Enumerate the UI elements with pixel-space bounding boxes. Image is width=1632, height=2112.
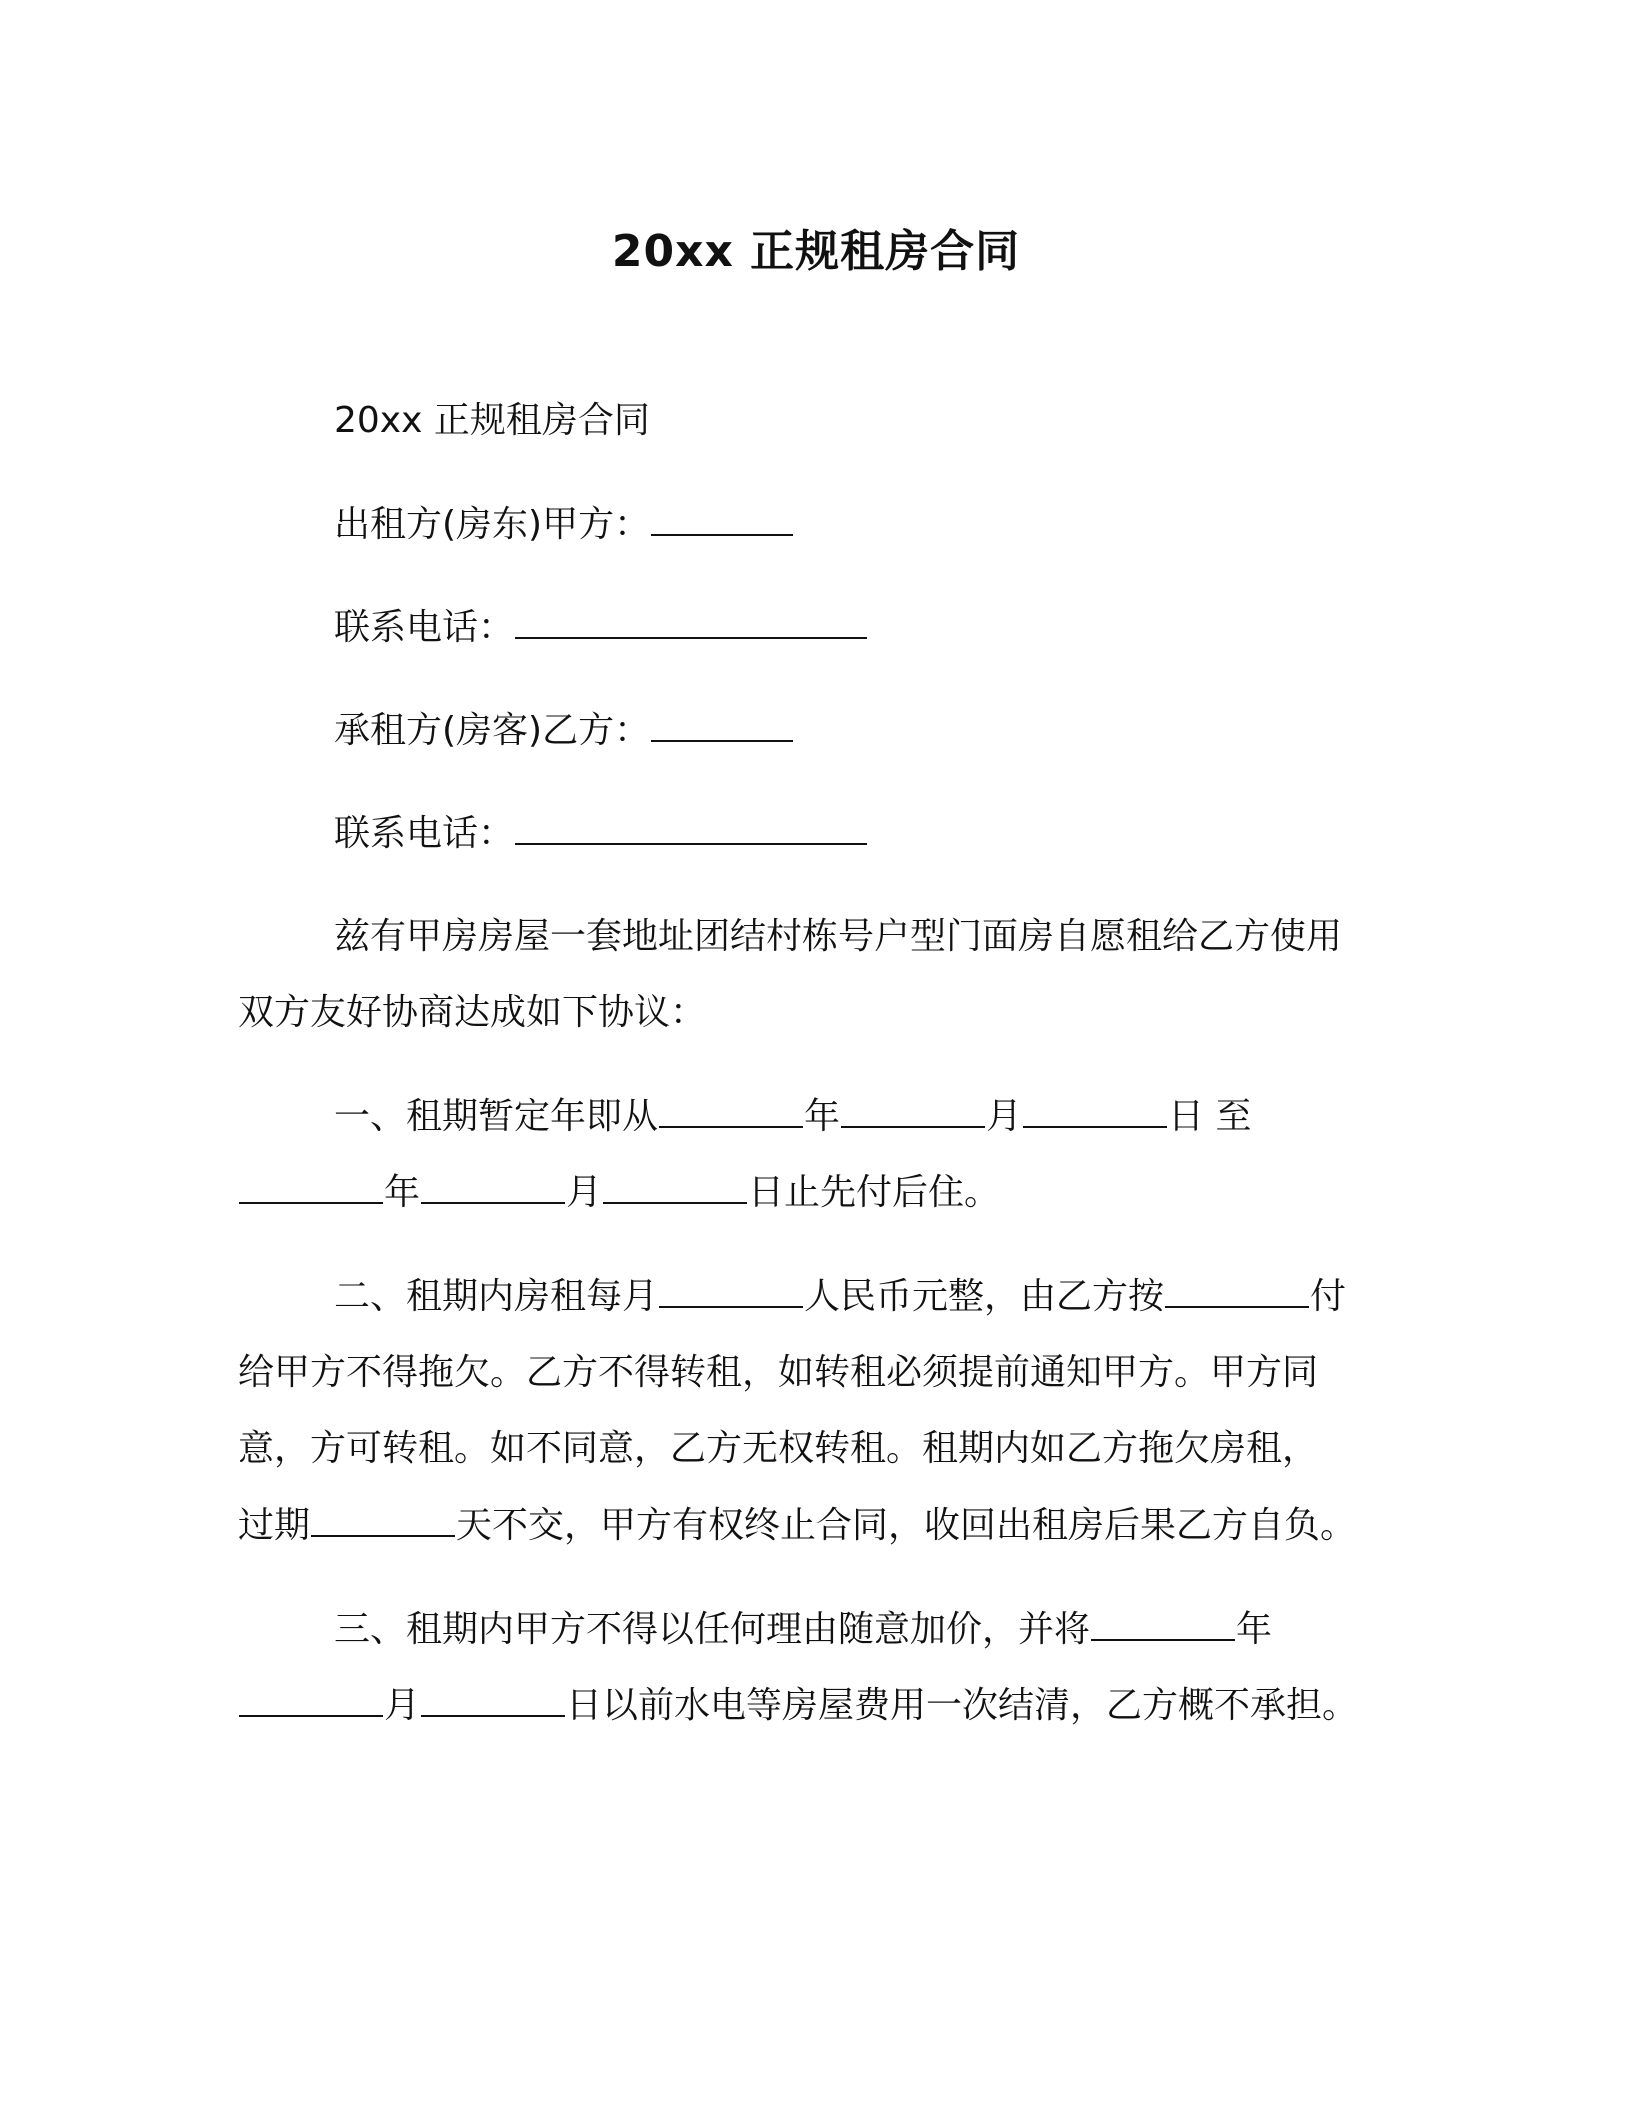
clause-2-line-2: 给甲方不得拖欠。乙方不得转租，如转租必须提前通知甲方。甲方同 xyxy=(238,1352,1319,1393)
tenant-line xyxy=(334,706,794,756)
landlord-phone-line xyxy=(334,603,868,653)
landlord-line xyxy=(334,500,794,550)
clause-2-text-d: 过期 xyxy=(238,1505,311,1546)
clause-2-text-a: 二、租期内房租每月 xyxy=(334,1276,659,1317)
clause-2-blank xyxy=(311,1505,455,1537)
landlord-name-blank xyxy=(651,504,793,536)
landlord-phone-label: 联系电话： xyxy=(334,607,515,648)
clause-2-line-4 xyxy=(238,1501,1356,1551)
clause-1-blank xyxy=(239,1172,383,1204)
clause-2-line-1 xyxy=(334,1272,1346,1322)
document-subtitle: 20xx 正规租房合同 xyxy=(334,400,650,441)
clause-3-blank xyxy=(421,1685,565,1717)
clause-1-year-2: 年 xyxy=(384,1172,421,1213)
clause-2-blank xyxy=(1165,1276,1309,1308)
tenant-name-blank xyxy=(651,710,793,742)
clause-3-line-2 xyxy=(238,1681,1358,1731)
intro-line-1: 兹有甲房房屋一套地址团结村栋号户型门面房自愿租给乙方使用 xyxy=(334,916,1343,957)
tenant-phone-label: 联系电话： xyxy=(334,813,515,854)
clause-1-day-to: 日 至 xyxy=(1168,1096,1252,1137)
clause-3-month: 月 xyxy=(384,1685,421,1726)
clause-3-end: 日以前水电等房屋费用一次结清，乙方概不承担。 xyxy=(566,1685,1359,1726)
clause-1-year: 年 xyxy=(804,1096,841,1137)
clause-1-blank xyxy=(421,1172,565,1204)
clause-1-month: 月 xyxy=(986,1096,1023,1137)
clause-1-month-2: 月 xyxy=(566,1172,603,1213)
clause-2-text-e: 天不交，甲方有权终止合同，收回出租房后果乙方自负。 xyxy=(456,1505,1357,1546)
clause-1-blank xyxy=(659,1096,803,1128)
clause-1-blank xyxy=(1023,1096,1167,1128)
clause-2-blank xyxy=(659,1276,803,1308)
clause-1-end: 日止先付后住。 xyxy=(748,1172,1001,1213)
clause-3-text-a: 三、租期内甲方不得以任何理由随意加价，并将 xyxy=(334,1609,1091,1650)
clause-1-line-2 xyxy=(238,1168,1000,1218)
clause-2-text-c: 付 xyxy=(1310,1276,1347,1317)
clause-1-blank xyxy=(841,1096,985,1128)
clause-1-blank xyxy=(603,1172,747,1204)
clause-3-year: 年 xyxy=(1236,1609,1273,1650)
clause-3-blank xyxy=(1091,1609,1235,1641)
tenant-label: 承租方(房客)乙方： xyxy=(334,710,651,751)
clause-2-text-b: 人民币元整，由乙方按 xyxy=(804,1276,1165,1317)
intro-line-2: 双方友好协商达成如下协议： xyxy=(238,992,707,1033)
landlord-label: 出租方(房东)甲方： xyxy=(334,504,651,545)
clause-1-text-a: 一、租期暂定年即从 xyxy=(334,1096,659,1137)
clause-1-line-1 xyxy=(334,1092,1252,1142)
clause-2-line-3: 意，方可转租。如不同意，乙方无权转租。租期内如乙方拖欠房租， xyxy=(238,1428,1319,1469)
clause-3-blank xyxy=(239,1685,383,1717)
clause-3-line-1 xyxy=(334,1605,1272,1655)
tenant-phone-blank xyxy=(515,813,867,845)
document-title: 20xx 正规租房合同 xyxy=(611,226,1021,277)
landlord-phone-blank xyxy=(515,607,867,639)
tenant-phone-line xyxy=(334,809,868,859)
